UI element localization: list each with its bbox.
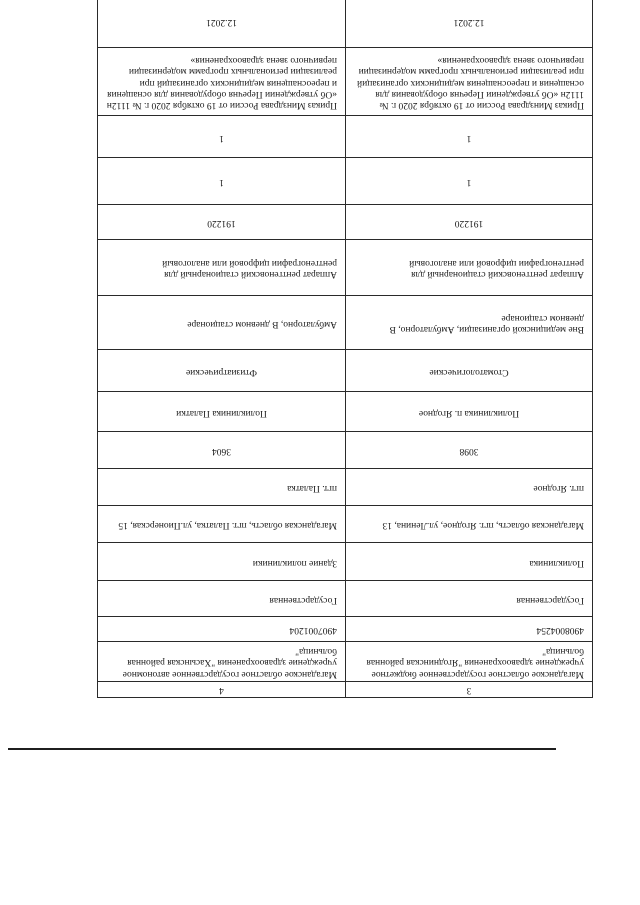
cell-settlement: пгт. Ягодное [346,469,593,506]
table-row [98,392,593,432]
cell-address: Магаданская область, пгт. Палатка, ул.Пионерская, 15 [98,506,346,543]
cell-population: 3098 [346,432,593,469]
cell-date: 12.2021 [346,0,593,48]
table-row [98,116,593,158]
cell-col-number-4: 4 [98,681,346,697]
cell-profile: Стоматологические [346,350,593,392]
table-row [98,469,593,506]
horizontal-rule [8,748,556,750]
table-row [98,432,593,469]
table-row [98,581,593,617]
cell-address: Магаданская область, пгт. Ягодное, ул.Ленина, 13 [346,506,593,543]
cell-profile: Фтизиатрические [98,350,346,392]
cell-ownership: Государственная [346,581,593,617]
table-row [98,158,593,205]
table-row [98,240,593,296]
table-row [98,0,593,48]
cell-settlement: пгт. Палатка [98,469,346,506]
cell-code: 191220 [346,205,593,240]
cell-ownership: Государственная [98,581,346,617]
cell-equipment: Аппарат рентгеновский стационарный для рентгенографии цифровой или аналоговый [98,240,346,296]
table-row [98,506,593,543]
cell-date: 12.2021 [98,0,346,48]
cell-quantity: 1 [98,158,346,205]
cell-organization-name: Магаданское областное государственное автономное учреждение здравоохранения "Хасынская районная больница" [98,642,346,681]
cell-equipment: Аппарат рентгеновский стационарный для рентгенографии цифровой или аналоговый [346,240,593,296]
cell-building: Поликлиника [346,543,593,581]
table-row [98,48,593,116]
table-row [98,617,593,642]
cell-unit: Поликлиника п. Ягодное [346,392,593,432]
cell-population: 3604 [98,432,346,469]
table-row [98,205,593,240]
cell-basis: Приказ Минздрава России от 19 октября 2020 г. № 1112н «Об утверждении Перечня оборудования для оснащения и переоснащения медицинских организаций при реализации региональных программ модернизации первичного звена здравоохранения» [346,48,593,116]
rotated-table-scan [98,17,593,698]
cell-unit: Поликлиника Палатки [98,392,346,432]
cell-quantity: 1 [98,116,346,158]
cell-inn: 4908004254 [346,617,593,642]
table-row [98,681,593,697]
table-row [98,350,593,392]
cell-care-conditions: Амбулаторно, В дневном стационаре [98,296,346,350]
cell-organization-name: Магаданское областное государственное бюджетное учреждение здравоохранения "Ягоднинская районная больница" [346,642,593,681]
table-row [98,296,593,350]
cell-basis: Приказ Минздрава России от 19 октября 2020 г. № 1112н «Об утверждении Перечня оборудования для оснащения и переоснащения медицинских организаций при реализации региональных программ модернизации первичного звена здравоохранения» [98,48,346,116]
cell-building: Здание поликлиники [98,543,346,581]
equipment-table [97,0,593,698]
cell-code: 191220 [98,205,346,240]
cell-col-number-3: 3 [346,681,593,697]
table-row [98,543,593,581]
cell-quantity: 1 [346,158,593,205]
cell-inn: 4907001204 [98,617,346,642]
table-row [98,642,593,681]
cell-care-conditions: Вне медицинской организации, Амбулаторно, В дневном стационаре [346,296,593,350]
cell-quantity: 1 [346,116,593,158]
